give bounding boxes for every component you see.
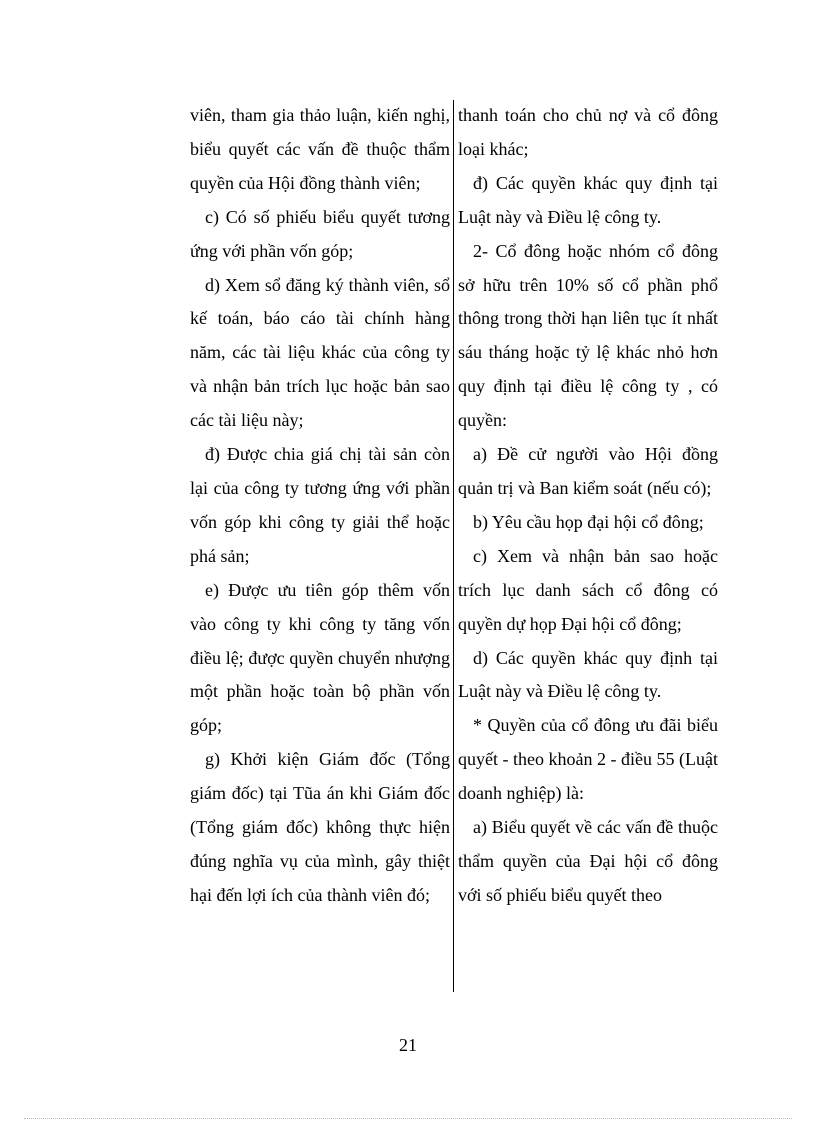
paragraph: b) Yêu cầu họp đại hội cổ đông; bbox=[473, 511, 704, 532]
paragraph: đ) Các quyền khác quy định tại Luật này và Điều lệ công ty. bbox=[458, 172, 718, 227]
paragraph: a) Đề cử người vào Hội đồng quản trị và Ban kiểm soát (nếu có); bbox=[458, 444, 718, 498]
paragraph: d) Các quyền khác quy định tại Luật này và Điều lệ công ty. bbox=[458, 647, 718, 702]
paragraph: đ) Được chia giá chị tài sản còn lại của công ty tương ứng với phần vốn góp khi công ty giải thể hoặc phá sản; bbox=[190, 444, 450, 566]
paragraph: * Quyền của cổ đông ưu đãi biểu quyết - theo khoản 2 - điều 55 (Luật doanh nghiệp) là: bbox=[458, 715, 718, 804]
paragraph: d) Xem sổ đăng ký thành viên, sổ kế toán, báo cáo tài chính hàng năm, các tài liệu khác của công ty và nhận bản trích lục hoặc bản sao các tài liệu này; bbox=[190, 274, 450, 431]
paragraph: c) Xem và nhận bản sao hoặc trích lục danh sách cổ đông có quyền dự họp Đại hội cổ đông; bbox=[458, 545, 718, 634]
paragraph: viên, tham gia thảo luận, kiến nghị, biểu quyết các vấn đề thuộc thẩm quyền của Hội đồng thành viên; bbox=[190, 105, 450, 193]
paragraph: c) Có số phiếu biểu quyết tương ứng với phần vốn góp; bbox=[190, 206, 450, 261]
page-number: 21 bbox=[399, 1035, 417, 1055]
paragraph: e) Được ưu tiên góp thêm vốn vào công ty khi công ty tăng vốn điều lệ; được quyền chuyển nhượng một phần hoặc toàn bộ phần vốn góp; bbox=[190, 579, 450, 736]
paragraph: thanh toán cho chủ nợ và cổ đông loại khác; bbox=[458, 105, 718, 159]
paragraph: a) Biểu quyết về các vấn đề thuộc thẩm quyền của Đại hội cổ đông với số phiếu biểu quyết theo bbox=[458, 817, 718, 905]
column-divider bbox=[453, 100, 454, 992]
left-text-column bbox=[190, 99, 450, 913]
page-bottom-edge bbox=[24, 1118, 792, 1119]
paragraph: 2- Cổ đông hoặc nhóm cổ đông sở hữu trên 10% số cổ phần phổ thông trong thời hạn liên tục ít nhất sáu tháng hoặc tỷ lệ khác nhỏ hơn quy định tại điều lệ công ty , có quyền: bbox=[458, 240, 718, 431]
paragraph: g) Khởi kiện Giám đốc (Tổng giám đốc) tại Tũa án khi Giám đốc (Tổng giám đốc) không thực hiện đúng nghĩa vụ của mình, gây thiệt hại đến lợi ích của thành viên đó; bbox=[190, 749, 450, 905]
right-text-column bbox=[458, 99, 718, 913]
